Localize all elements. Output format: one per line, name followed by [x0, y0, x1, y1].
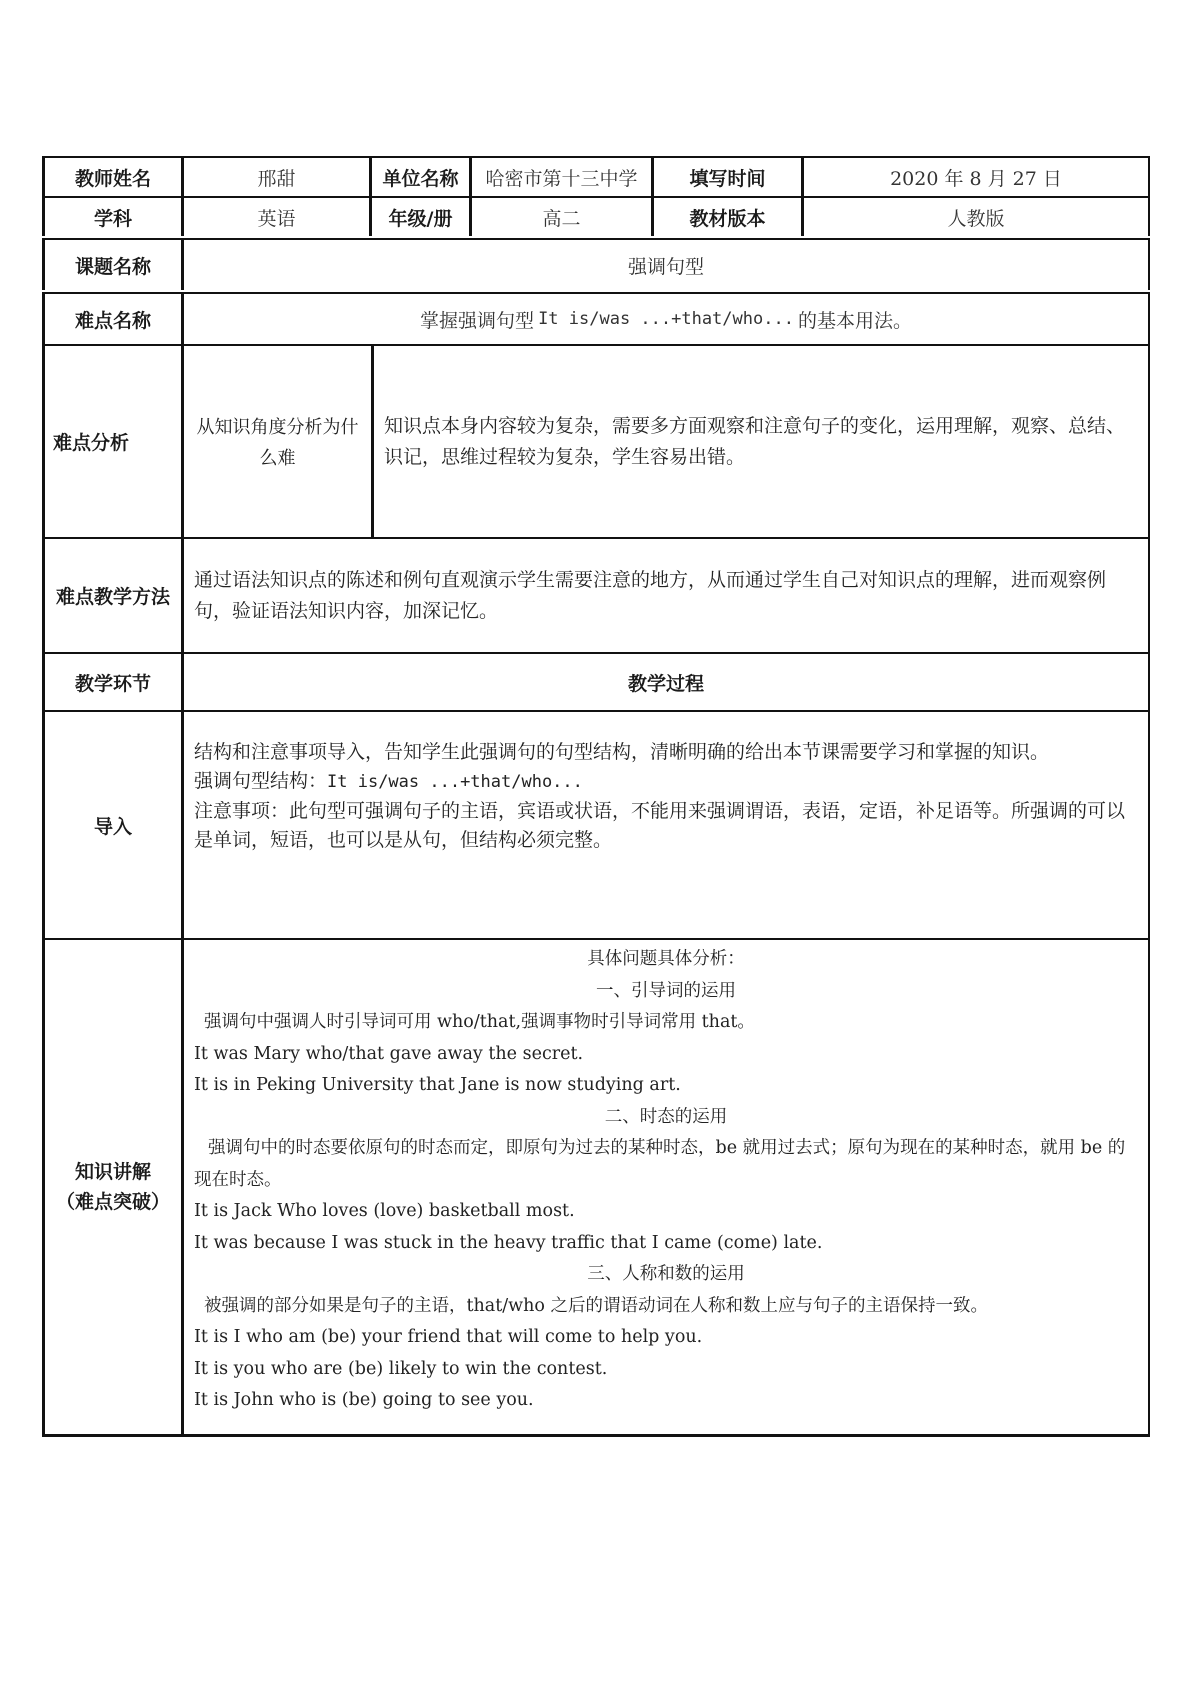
difficulty-prefix: 掌握强调句型: [420, 309, 535, 332]
header-row-2: [42, 196, 1150, 236]
unit-label: 单位名称: [369, 158, 469, 196]
knowledge-label: [45, 940, 181, 1434]
textbook-value: 人教版: [801, 198, 1148, 236]
s2-example-1: It is Jack Who loves (love) basketball most.: [194, 1201, 575, 1221]
difficulty-value: [181, 294, 1148, 344]
unit-value: 哈密市第十三中学: [469, 158, 651, 196]
s3-desc: 被强调的部分如果是句子的主语，that/who 之后的谓语动词在人称和数上应与句子的主语保持一致。: [204, 1295, 989, 1316]
analysis-content: 知识点本身内容较为复杂，需要多方面观察和注意句子的变化，运用理解，观察、总结、识记，思维过程较为复杂，学生容易出错。: [384, 414, 1126, 468]
grade-value: 高二: [469, 198, 651, 236]
analysis-sub-cell: [181, 346, 371, 537]
difficulty-label: 难点名称: [74, 309, 151, 332]
intro-structure-label: 强调句型结构：: [194, 770, 328, 792]
intro-structure: [194, 767, 1138, 797]
header-row-1: [42, 156, 1150, 196]
intro-row: [42, 710, 1150, 938]
process-label: 教学过程: [181, 654, 1148, 710]
knowledge-content-cell: [181, 940, 1148, 1434]
intro-content-cell: [181, 712, 1148, 938]
difficulty-code: It is/was ...+that/who...: [538, 309, 794, 329]
difficulty-row: [42, 292, 1150, 344]
date-value: 2020 年 8 月 27 日: [801, 158, 1148, 196]
knowledge-label-line2: （难点突破）: [55, 1191, 170, 1213]
teacher-label: 教师姓名: [74, 167, 151, 190]
s1-title: 一、引导词的运用: [596, 980, 736, 1001]
method-content-cell: [181, 539, 1148, 652]
analysis-content-cell: [371, 346, 1148, 537]
intro-label: 导入: [93, 815, 132, 838]
topic-value: 强调句型: [181, 240, 1148, 290]
stage-label: 教学环节: [74, 672, 151, 695]
analysis-label: 难点分析: [53, 432, 130, 454]
method-row: [42, 537, 1150, 652]
subject-label: 学科: [93, 207, 132, 230]
s3-title: 三、人称和数的运用: [587, 1264, 745, 1284]
s2-desc: 强调句中的时态要依原句的时态而定，即原句为过去的某种时态，be 就用过去式；原句为现在的某种时态，就用 be 的现在时态。: [194, 1138, 1126, 1190]
knowledge-content: [194, 944, 1138, 1417]
subject-value: 英语: [181, 198, 369, 236]
intro-content: [194, 738, 1138, 855]
intro-para1: 结构和注意事项导入，告知学生此强调句的句型结构，清晰明确的给出本节课需要学习和掌握的知识。: [194, 741, 1050, 763]
grade-label: 年级/册: [369, 198, 469, 236]
lesson-plan-table: [42, 156, 1150, 1437]
method-content: 通过语法知识点的陈述和例句直观演示学生需要注意的地方，从而通过学生自己对知识点的理解，进而观察例句，验证语法知识内容，加深记忆。: [194, 568, 1107, 622]
topic-row: [42, 238, 1150, 290]
s2-title: 二、时态的运用: [604, 1106, 728, 1127]
s1-desc: 强调句中强调人时引导词可用 who/that,强调事物时引导词常用 that。: [204, 1012, 755, 1032]
knowledge-row: [42, 938, 1150, 1437]
s1-example-2: It is in Peking University that Jane is now studying art.: [194, 1075, 681, 1095]
knowledge-label-line1: 知识讲解: [74, 1161, 151, 1183]
s1-example-1: It was Mary who/that gave away the secret.: [194, 1043, 584, 1064]
topic-label: 课题名称: [74, 255, 151, 278]
analysis-sub-label: 从知识角度分析为什么难: [196, 417, 359, 469]
date-label: 填写时间: [651, 158, 801, 196]
textbook-label: 教材版本: [651, 198, 801, 236]
analysis-row: [42, 344, 1150, 537]
method-label: 难点教学方法: [55, 586, 170, 608]
s2-example-2: It was because I was stuck in the heavy traffic that I came (come) late.: [194, 1232, 823, 1253]
process-header-row: [42, 652, 1150, 710]
difficulty-suffix: 的基本用法。: [797, 309, 912, 332]
intro-structure-code: It is/was ...+that/who...: [327, 772, 583, 792]
s3-example-3: It is John who is (be) going to see you.: [194, 1390, 534, 1410]
s3-example-1: It is I who am (be) your friend that will come to help you.: [194, 1327, 703, 1347]
s3-example-2: It is you who are (be) likely to win the contest.: [194, 1358, 608, 1379]
intro-notes: 注意事项：此句型可强调句子的主语，宾语或状语，不能用来强调谓语，表语，定语，补足语等。所强调的可以是单词，短语，也可以是从句，但结构必须完整。: [194, 800, 1126, 851]
knowledge-intro: 具体问题具体分析：: [587, 949, 745, 969]
teacher-value: 邢甜: [181, 158, 369, 196]
